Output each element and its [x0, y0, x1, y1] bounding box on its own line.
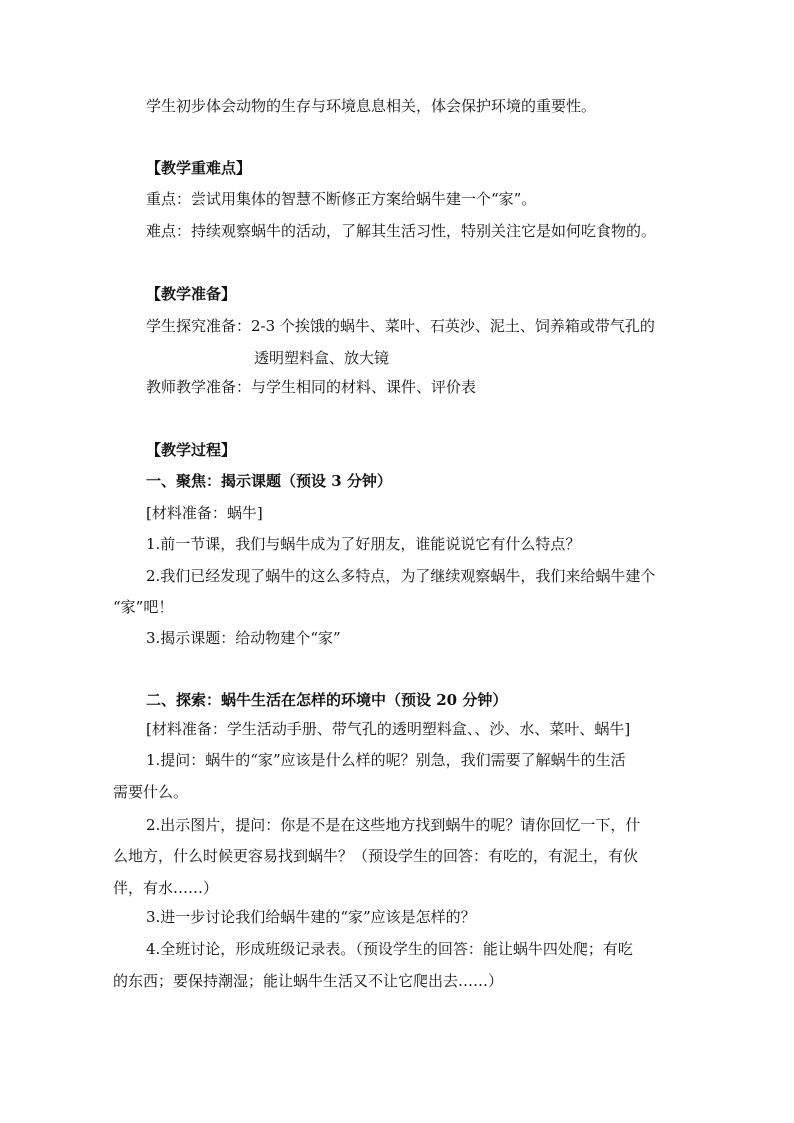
student-prep-line1: 学生探究准备：2-3 个挨饿的蜗牛、菜叶、石英沙、泥土、饲养箱或带气孔的: [146, 317, 655, 335]
part2-item2-line3: 伴，有水……）: [113, 879, 219, 897]
difficulty-heading: 【教学重难点】: [146, 159, 252, 177]
intro-text: 学生初步体会动物的生存与环境息息相关，体会保护环境的重要性。: [146, 97, 597, 115]
part1-item1: 1.前一节课，我们与蜗牛成为了好朋友，谁能说说它有什么特点？: [146, 535, 581, 553]
hard-point-text: 难点：持续观察蜗牛的活动，了解其生活习性，特别关注它是如何吃食物的。: [146, 222, 657, 240]
prep-heading: 【教学准备】: [146, 285, 237, 303]
key-point-text: 重点：尝试用集体的智慧不断修正方案给蜗牛建一个“家”。: [146, 190, 537, 208]
part2-item2-line2: 么地方，什么时候更容易找到蜗牛？（预设学生的回答：有吃的，有泥土，有伙: [113, 847, 639, 865]
part1-item2-line1: 2.我们已经发现了蜗牛的这么多特点，为了继续观察蜗牛，我们来给蜗牛建个: [146, 567, 656, 585]
part2-item2-line1: 2.出示图片，提问：你是不是在这些地方找到蜗牛的呢？请你回忆一下，什: [146, 816, 641, 834]
part1-item3: 3.揭示课题：给动物建个“家”: [146, 629, 341, 647]
part2-item1-line1: 1.提问：蜗牛的“家”应该是什么样的呢？别急，我们需要了解蜗牛的生活: [146, 751, 626, 769]
part1-materials: [材料准备：蜗牛]: [146, 504, 263, 522]
student-prep-line2: 透明塑料盒、放大镜: [254, 349, 390, 367]
part1-item2-line2: “家”吧！: [113, 598, 174, 616]
part2-item4-line2: 的东西；要保持潮湿；能让蜗牛生活又不让它爬出去……）: [113, 972, 504, 990]
process-heading: 【教学过程】: [146, 441, 237, 459]
teacher-prep-text: 教师教学准备：与学生相同的材料、课件、评价表: [146, 378, 477, 396]
part1-title: 一、聚焦：揭示课题（预设 3 分钟）: [146, 472, 392, 490]
part2-materials: [材料准备：学生活动手册、带气孔的透明塑料盒、、沙、水、菜叶、蜗牛]: [146, 720, 631, 738]
part2-item1-line2: 需要什么。: [113, 783, 189, 801]
part2-title: 二、探索：蜗牛生活在怎样的环境中（预设 20 分钟）: [146, 691, 508, 709]
part2-item4-line1: 4.全班讨论，形成班级记录表。（预设学生的回答：能让蜗牛四处爬；有吃: [146, 940, 633, 958]
part2-item3: 3.进一步讨论我们给蜗牛建的“家”应该是怎样的？: [146, 908, 476, 926]
